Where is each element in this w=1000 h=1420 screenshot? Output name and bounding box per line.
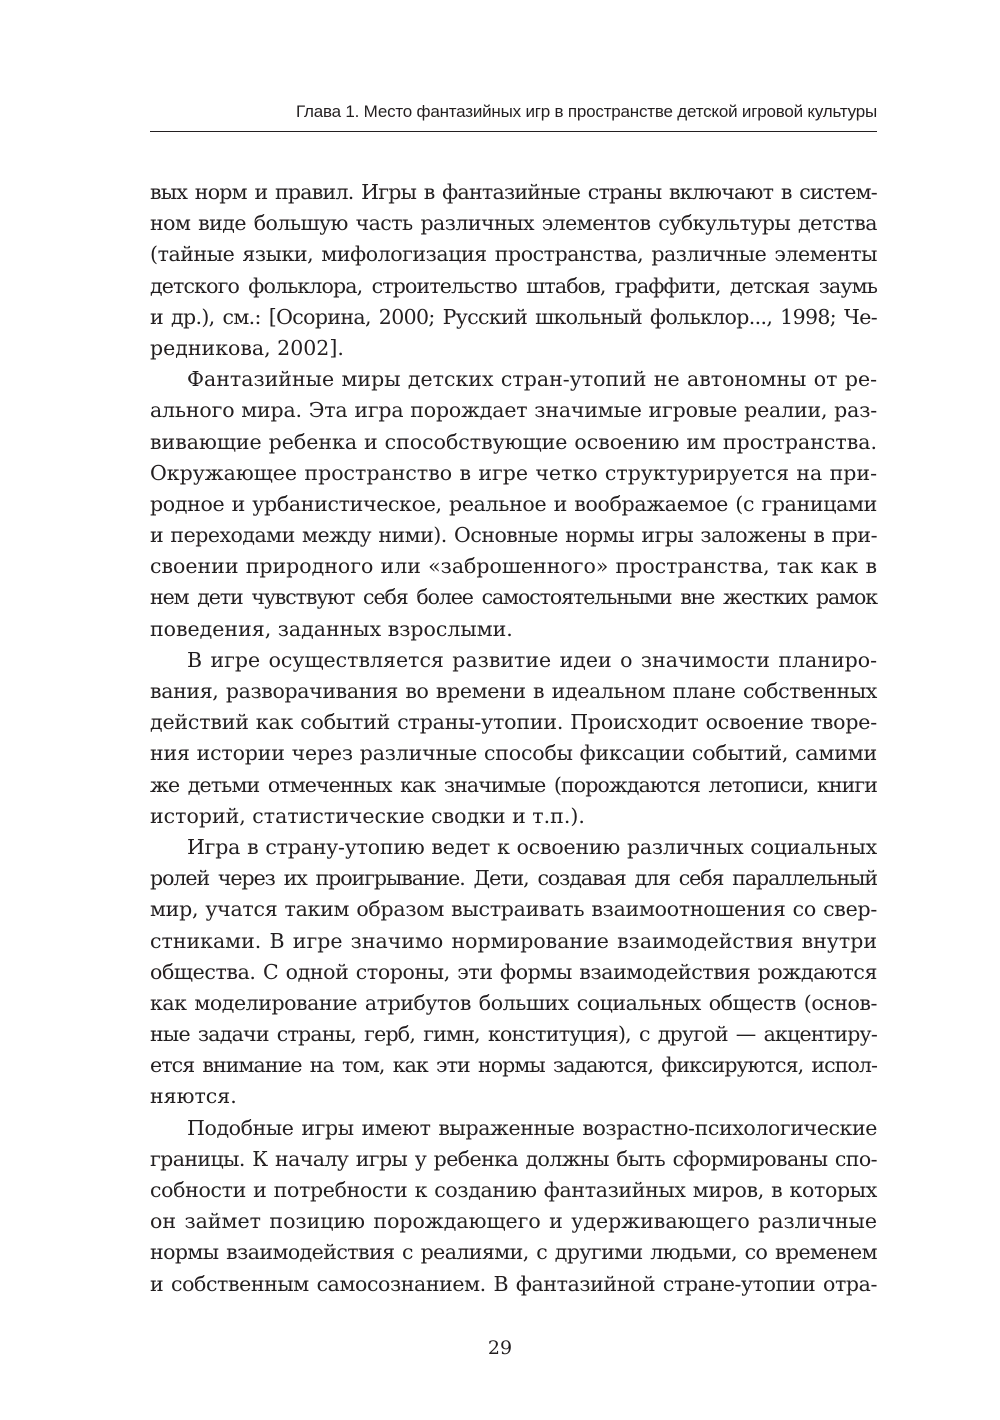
text-line: мир, учатся таким образом выстраивать взаимоотношения со свер- xyxy=(150,897,877,922)
text-line: и др.), см.: [Осорина, 2000; Русский школьный фольклор..., 1998; Че- xyxy=(150,304,877,329)
text-line: няются. xyxy=(150,1084,237,1109)
text-line: поведения, заданных взрослыми. xyxy=(150,616,513,641)
text-line: ется внимание на том, как эти нормы задаются, фиксируются, испол- xyxy=(150,1053,877,1078)
paragraph xyxy=(150,832,877,1113)
text-line: Игра в страну-утопию ведет к освоению различных социальных xyxy=(187,834,877,859)
running-header: Глава 1. Место фантазийных игр в пространстве детской игровой культуры xyxy=(295,102,877,121)
text-line: нем дети чувствуют себя более самостоятельными вне жестких рамок xyxy=(150,585,877,610)
text-line: и переходами между ними). Основные нормы игры заложены в при- xyxy=(150,523,877,548)
text-line: Окружающее пространство в игре четко структурируется на при- xyxy=(150,460,877,485)
text-line: границы. К началу игры у ребенка должны быть сформированы спо- xyxy=(150,1146,877,1171)
header-rule xyxy=(150,131,877,132)
text-line: вивающие ребенка и способствующие освоению им пространства. xyxy=(150,429,877,454)
paragraph xyxy=(150,364,877,645)
paragraph xyxy=(150,645,877,832)
text-line: собности и потребности к созданию фантазийных миров, в которых xyxy=(150,1178,877,1202)
text-line: историй, статистические сводки и т.п.). xyxy=(150,803,585,828)
paragraph xyxy=(150,1113,877,1300)
text-line: родное и урбанистическое, реальное и воображаемое (с границами xyxy=(150,491,877,516)
text-line: стниками. В игре значимо нормирование взаимодействия внутри xyxy=(150,928,877,953)
text-line: ные задачи страны, герб, гимн, конституция), с другой — акцентиру- xyxy=(150,1022,877,1047)
text-line: ном виде большую часть различных элементов субкультуры детства xyxy=(150,211,877,236)
text-line: он займет позицию порождающего и удерживающего различные xyxy=(150,1209,877,1234)
text-body xyxy=(150,177,877,1300)
page-number: 29 xyxy=(487,1337,513,1359)
text-line: вых норм и правил. Игры в фантазийные страны включают в систем- xyxy=(150,180,877,204)
paragraph xyxy=(150,177,877,364)
text-line: ния истории через различные способы фиксации событий, самими xyxy=(150,741,877,766)
text-line: В игре осуществляется развитие идеи о значимости планиро- xyxy=(187,647,877,672)
text-line: общества. С одной стороны, эти формы взаимодействия рождаются xyxy=(150,959,877,984)
text-line: своении природного или «заброшенного» пространства, так как в xyxy=(150,554,877,579)
text-line: (тайные языки, мифологизация пространства, различные элементы xyxy=(150,242,877,267)
text-line: же детьми отмеченных как значимые (порождаются летописи, книги xyxy=(150,772,877,797)
text-line: действий как событий страны-утопии. Происходит освоение творе- xyxy=(150,710,877,735)
text-line: Фантазийные миры детских стран-утопий не автономны от ре- xyxy=(187,367,877,392)
text-line: ролей через их проигрывание. Дети, создавая для себя параллельный xyxy=(150,866,877,891)
text-line: как моделирование атрибутов больших социальных обществ (основ- xyxy=(150,990,877,1015)
text-line: нормы взаимодействия с реалиями, с другими людьми, со временем xyxy=(150,1240,877,1265)
text-line: и собственным самосознанием. В фантазийной стране-утопии отра- xyxy=(150,1271,877,1296)
text-line: ального мира. Эта игра порождает значимые игровые реалии, раз- xyxy=(150,398,877,423)
text-line: Подобные игры имеют выраженные возрастно-психологические xyxy=(187,1115,877,1140)
text-line: детского фольклора, строительство штабов, граффити, детская заумь xyxy=(150,273,877,298)
text-line: редникова, 2002]. xyxy=(150,335,344,360)
text-line: вания, разворачивания во времени в идеальном плане собственных xyxy=(150,679,877,703)
